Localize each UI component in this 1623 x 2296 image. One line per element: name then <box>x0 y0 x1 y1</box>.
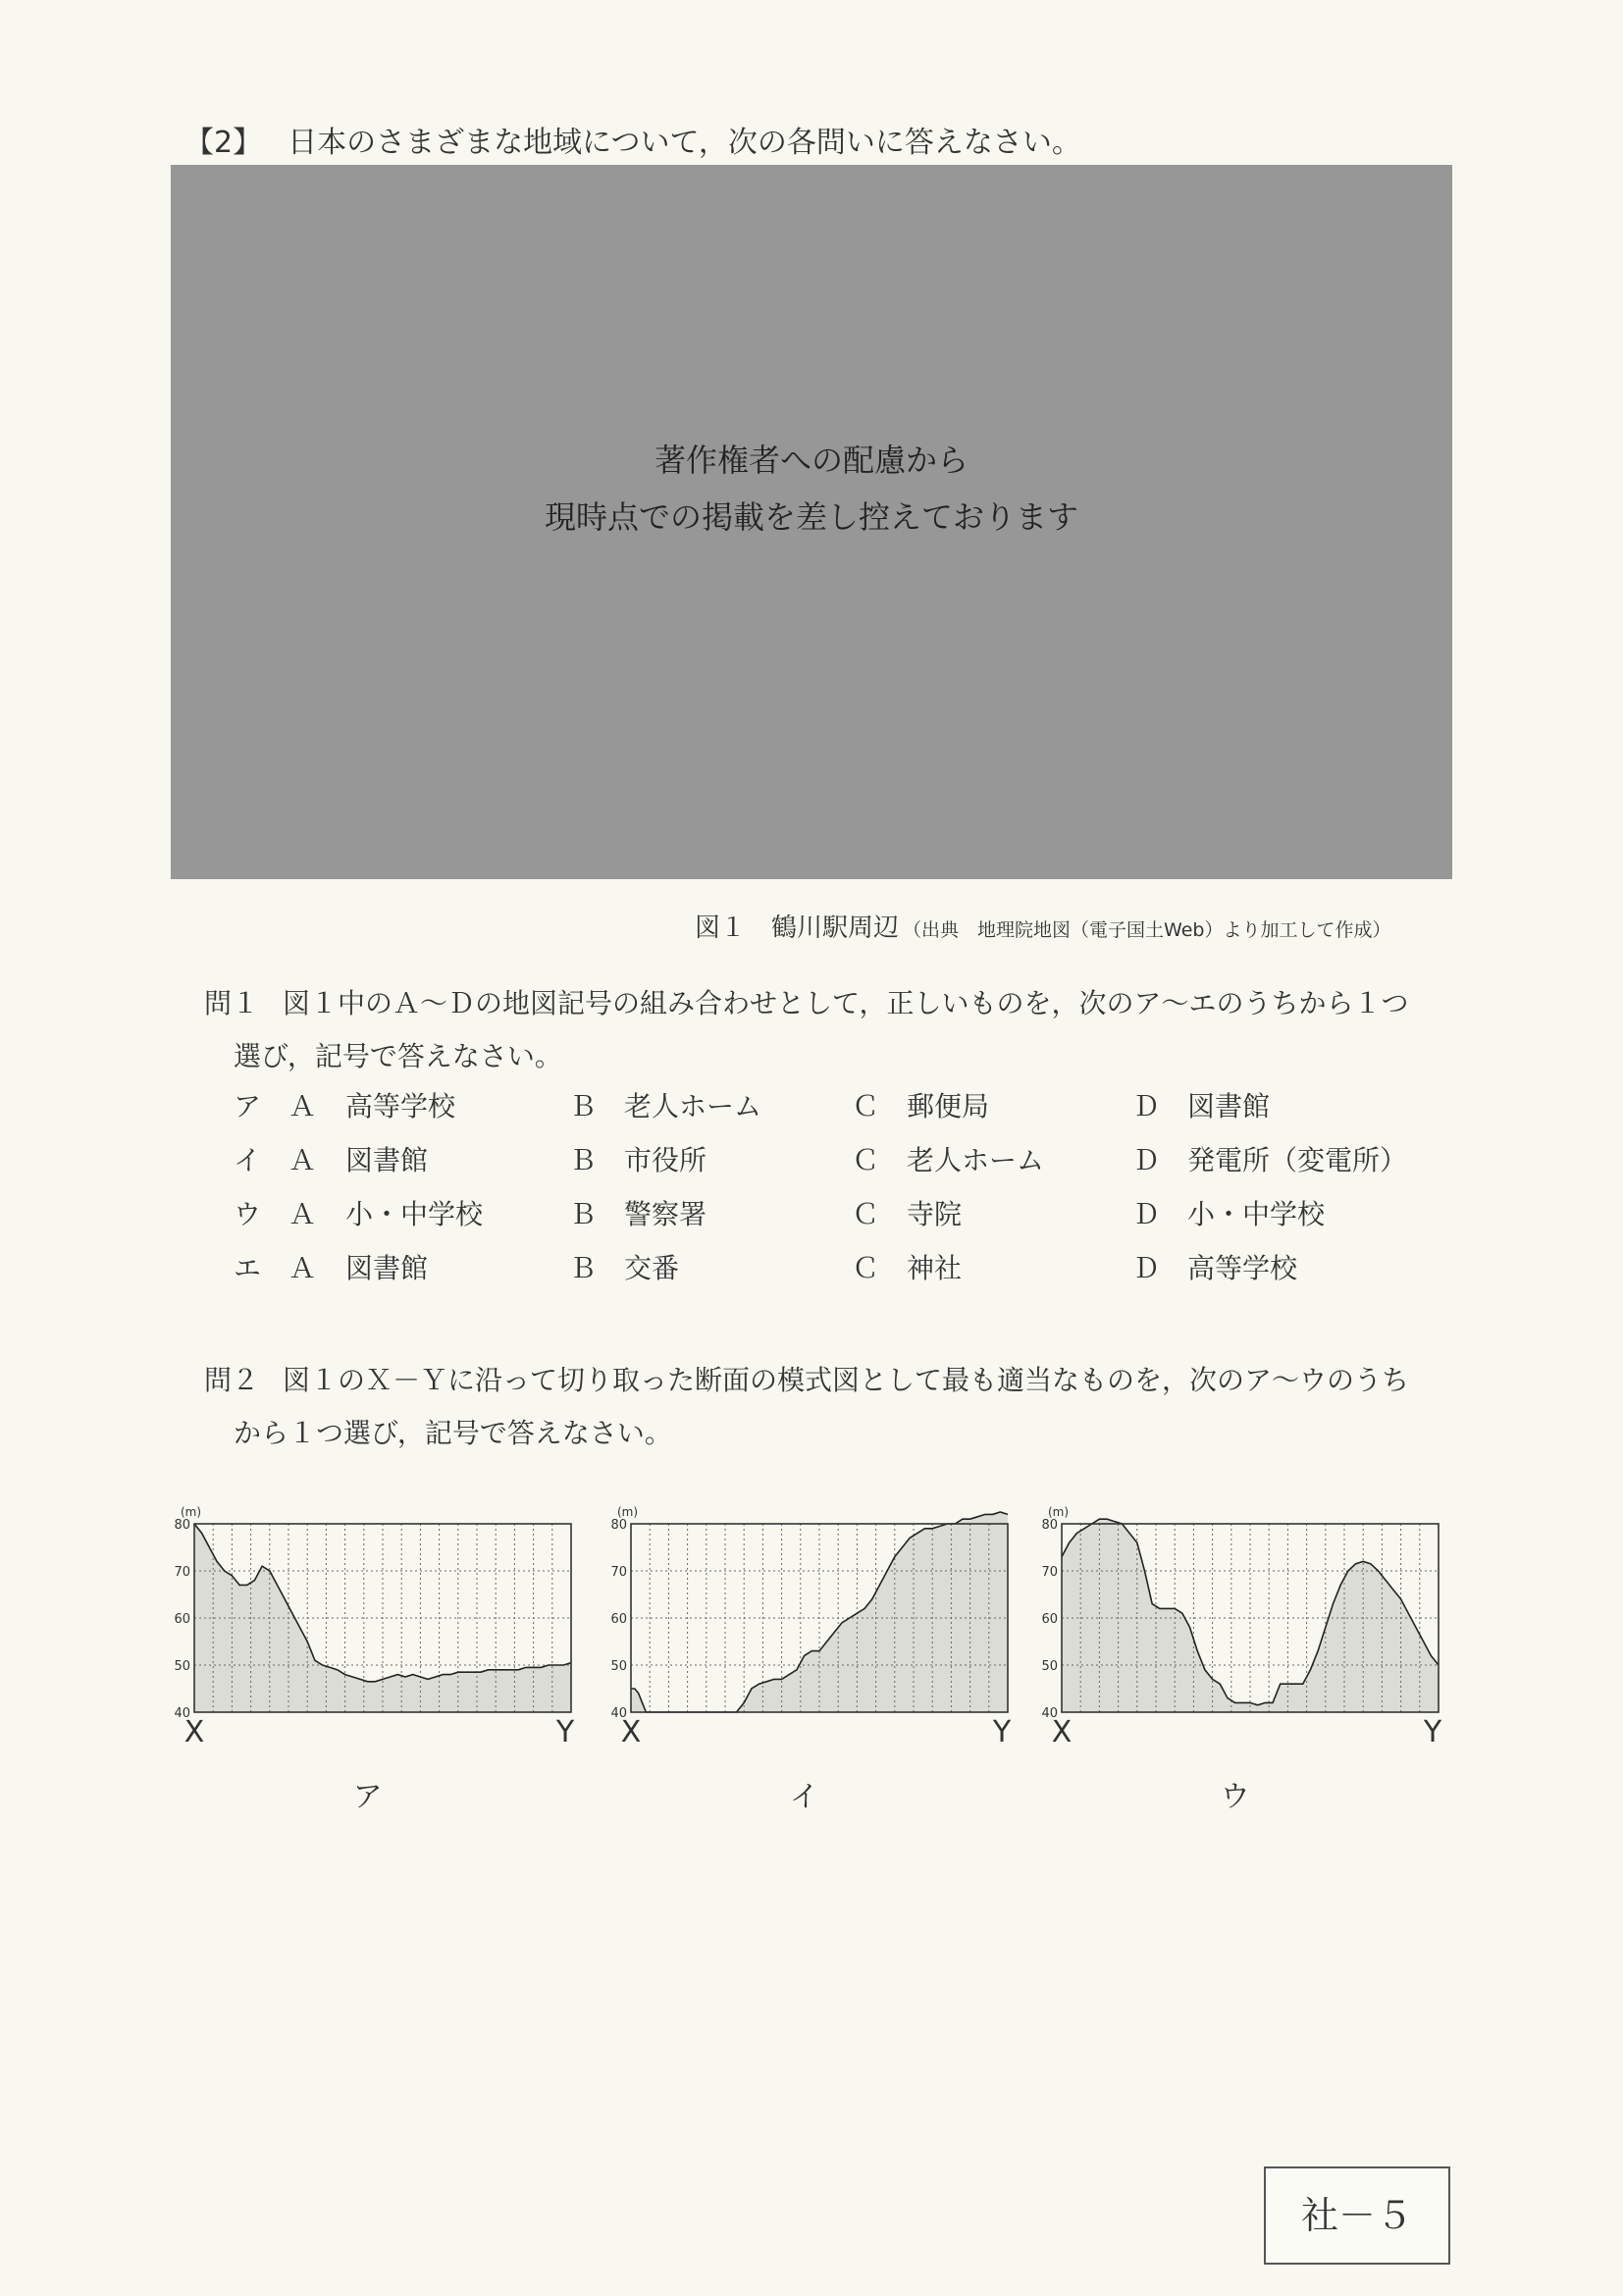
letter-b: Ｂ <box>569 1252 598 1284</box>
copyright-notice-line2: 現時点での掲載を差し控えております <box>544 498 1078 536</box>
profile-area <box>1062 1519 1439 1712</box>
cross-section-chart <box>1041 1505 1441 1814</box>
figure-source: （出典 地理院地図（電子国土Web）より加工して作成） <box>903 919 1391 941</box>
cross-section-charts <box>147 1487 1492 1840</box>
y-tick-label: 80 <box>1041 1518 1058 1533</box>
y-tick-label: 50 <box>174 1659 190 1674</box>
y-end-label: Y <box>992 1715 1012 1749</box>
choice-c-value: 郵便局 <box>907 1090 990 1122</box>
letter-b: Ｂ <box>569 1090 598 1122</box>
figure-title: 図１ 鶴川駅周辺 <box>695 913 900 943</box>
y-tick-label: 60 <box>610 1612 627 1627</box>
option-label: ア <box>352 1780 383 1814</box>
page-number: 社－５ <box>1264 2166 1450 2265</box>
copyright-notice-line1: 著作権者への配慮から <box>654 442 969 479</box>
letter-b: Ｂ <box>569 1144 598 1176</box>
q2-label: 問２ <box>204 1364 260 1396</box>
choice-b-value: 市役所 <box>624 1144 707 1176</box>
letter-c: Ｃ <box>852 1198 880 1230</box>
y-unit-label: (m) <box>1048 1505 1070 1519</box>
y-unit-label: (m) <box>181 1505 202 1519</box>
y-end-label: Y <box>555 1715 575 1749</box>
choice-d-value: 発電所（変電所） <box>1187 1144 1408 1176</box>
figure-caption <box>695 908 1390 944</box>
y-tick-label: 70 <box>174 1565 190 1580</box>
choice-c-value: 老人ホーム <box>907 1144 1045 1176</box>
letter-d: Ｄ <box>1132 1144 1161 1176</box>
y-tick-label: 40 <box>610 1706 627 1721</box>
letter-d: Ｄ <box>1132 1252 1161 1284</box>
option-label: ウ <box>1220 1780 1250 1814</box>
cross-section-chart <box>174 1505 574 1814</box>
q1-prompt-line1: 図１中のＡ～Ｄの地図記号の組み合わせとして，正しいものを，次のア～エのうちから１つ <box>283 987 1409 1019</box>
cross-section-svg <box>147 1487 1492 1840</box>
copyright-notice <box>171 432 1452 546</box>
y-tick-label: 80 <box>610 1518 627 1533</box>
choice-kana: ウ <box>234 1198 262 1230</box>
x-end-label: X <box>620 1715 642 1749</box>
choice-c-value: 神社 <box>907 1252 963 1284</box>
question-header <box>184 118 1081 161</box>
x-end-label: X <box>1051 1715 1073 1749</box>
section-instruction: 日本のさまざまな地域について，次の各問いに答えなさい。 <box>288 126 1081 160</box>
y-tick-label: 40 <box>1041 1706 1058 1721</box>
y-tick-label: 50 <box>610 1659 627 1674</box>
letter-c: Ｃ <box>852 1252 880 1284</box>
letter-c: Ｃ <box>852 1090 880 1122</box>
y-unit-label: (m) <box>617 1505 639 1519</box>
y-tick-label: 60 <box>1041 1612 1058 1627</box>
q1-text-line1 <box>204 977 1408 1030</box>
choice-kana: ア <box>234 1090 262 1122</box>
letter-c: Ｃ <box>852 1144 880 1176</box>
q2-prompt-line1: 図１のＸ－Ｙに沿って切り取った断面の模式図として最も適当なものを，次のア～ウのうち <box>283 1364 1410 1396</box>
choice-a-value: 高等学校 <box>345 1090 456 1122</box>
choice-c-value: 寺院 <box>907 1198 963 1230</box>
choice-b-value: 老人ホーム <box>624 1090 762 1122</box>
letter-d: Ｄ <box>1132 1198 1161 1230</box>
letter-d: Ｄ <box>1132 1090 1161 1122</box>
choice-d-value: 高等学校 <box>1187 1252 1298 1284</box>
y-tick-label: 50 <box>1041 1659 1058 1674</box>
choice-b-value: 警察署 <box>624 1198 707 1230</box>
y-tick-label: 40 <box>174 1706 190 1721</box>
choice-a-value: 図書館 <box>345 1252 429 1284</box>
letter-a: Ａ <box>288 1198 317 1230</box>
letter-a: Ａ <box>288 1252 317 1284</box>
q2-prompt-line2: から１つ選び，記号で答えなさい。 <box>234 1417 672 1449</box>
letter-a: Ａ <box>288 1090 317 1122</box>
q1-label: 問１ <box>204 987 260 1019</box>
y-end-label: Y <box>1423 1715 1442 1749</box>
y-tick-label: 70 <box>1041 1565 1058 1580</box>
choice-a-value: 小・中学校 <box>345 1198 484 1230</box>
y-tick-label: 80 <box>174 1518 190 1533</box>
letter-b: Ｂ <box>569 1198 598 1230</box>
letter-a: Ａ <box>288 1144 317 1176</box>
cross-section-chart <box>610 1505 1011 1814</box>
q1-prompt-line2: 選び，記号で答えなさい。 <box>234 1040 562 1072</box>
choice-kana: エ <box>234 1252 262 1284</box>
q2-text-line1 <box>204 1354 1409 1407</box>
choice-b-value: 交番 <box>624 1252 680 1284</box>
section-number: 【2】 <box>184 126 263 160</box>
y-tick-label: 70 <box>610 1565 627 1580</box>
choice-d-value: 図書館 <box>1187 1090 1271 1122</box>
option-label: イ <box>789 1780 819 1814</box>
x-end-label: X <box>183 1715 205 1749</box>
y-tick-label: 60 <box>174 1612 190 1627</box>
choice-kana: イ <box>234 1144 262 1176</box>
choice-a-value: 図書館 <box>345 1144 429 1176</box>
choice-d-value: 小・中学校 <box>1187 1198 1326 1230</box>
